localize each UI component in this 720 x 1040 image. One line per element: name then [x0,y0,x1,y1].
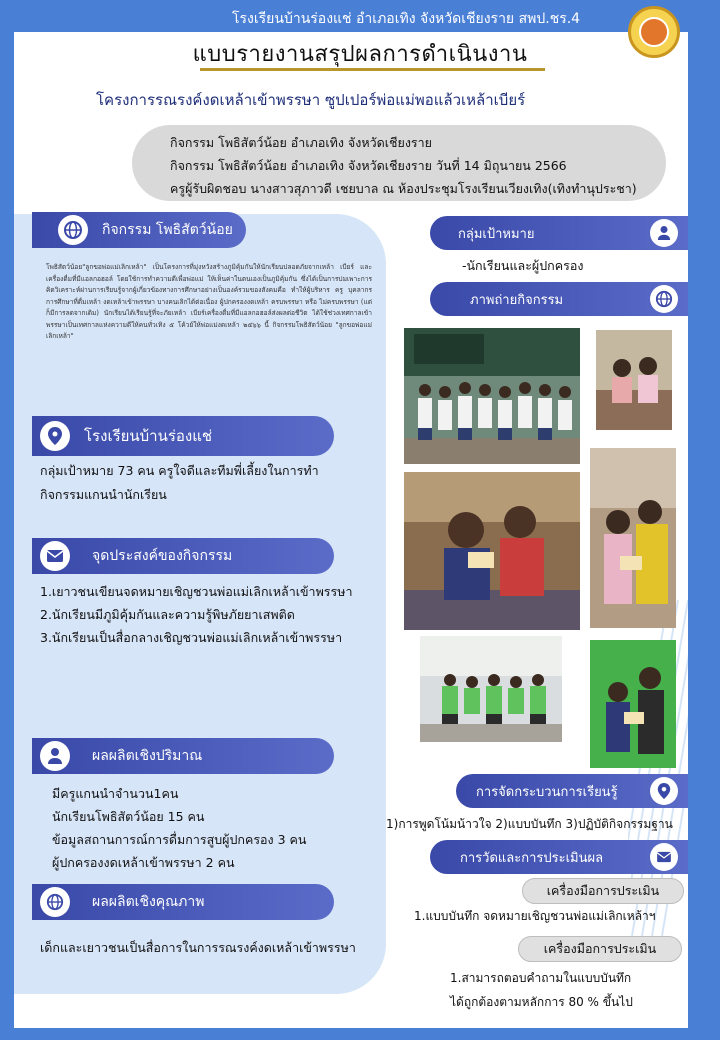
globe-icon [58,215,88,245]
eval-tool-2-label: เครื่องมือการประเมิน [518,936,682,962]
activity-description: โพธิสัตว์น้อย"ลูกขอพ่อแม่เลิกเหล้า" เป็นโครงการที่มุ่งหวังสร้างภูมิคุ้มกันให้นักเรียนปลอดภัยจากเหล้า เบียร์ และเครื่องดื่มที่มีแอลกอฮอล์ โดยใช้การทำความดีเพื่อพ่อแม่ ให้เห็นค่าในตนเองเป็นภูมิคุ้มกัน ซึ่งได้เป็นการบ่มเพาะการคิดวิเคราะห์ผ่านการเรียนรู้จากผู้เกี่ยวข้องทางการศึกษาอย่างเป็นองค์รวมของสังคมคือ ทำให้ผู้บริหาร ครู บุคลากรการศึกษาที่ดื่มเหล้า งดเหล้าเข้าพรรษา บางคนเลิกได้ต่อเนื่อง ผู้ปกครองงดเหล้า ครบพรรษา หรือ ไม่ครบพรรษา (แต่ก็มีการลดจากเดิม) นักเรียนได้เรียนรู้ที่จะภัยเหล้า เบียร์เครื่องดื่มที่มีแอลกอฮอล์ส่งผลต่อชีวิต ได้ใช้ช่วงเทศกาลเข้าพรรษาเป็นเทศกาลแห่งความดีให้คนทั่วเทิง ๕ โค้วย์ให้พ่อแม่งดเหล้า ๒๕๖๖ นี้ กิจกรรมโพธิสัตว์น้อย "ลูกขอพ่อแม่เลิกเหล้า" [46,263,372,340]
quantity-item-4: ผู้ปกครองงดเหล้าเข้าพรรษา 2 คน [52,855,235,870]
quantity-list [52,782,306,874]
school-line-2: กิจกรรมแกนนำนักเรียน [40,487,167,502]
mail-icon [40,541,70,571]
quantity-item-3: ข้อมูลสถานการณ์การดื่มการสูบผู้ปกครอง 3 คน [52,832,307,847]
photo-students-outdoor [420,636,562,742]
section-learning-header [456,774,688,808]
eval-tool-1-text: 1.แบบบันทึก จดหมายเชิญชวนพ่อแม่เลิกเหล้าฯ [414,909,656,923]
location-pin-icon [650,777,678,805]
mail-icon [650,843,678,871]
info-line-1: กิจกรรม โพธิสัตว์น้อย อำเภอเทิง จังหวัดเชียงราย [170,135,432,150]
section-photos-header [430,282,688,316]
section-photos-label: ภาพถ่ายกิจกรรม [470,292,564,308]
quantity-item-1: มีครูแกนนำจำนวน1คน [52,786,179,801]
bottom-border [0,1028,720,1040]
section-objectives-header [32,538,334,574]
eval-tool-2-text [450,966,633,1014]
photo-family-green [590,640,676,768]
eval-tool-1-label: เครื่องมือการประเมิน [522,878,684,904]
section-quality-label: ผลผลิตเชิงคุณภาพ [92,894,205,910]
section-target-header [430,216,688,250]
section-school-header [32,416,334,456]
quantity-item-2: นักเรียนโพธิสัตว์น้อย 15 คน [52,809,205,824]
objective-item-2: 2.นักเรียนมีภูมิคุ้มกันและความรู้พิษภัยยาเสพติด [40,607,295,622]
globe-icon [40,887,70,917]
learning-text: 1)การพูดโน้มน้าวใจ 2)แบบบันทึก 3)ปฏิบัติกิจกรรมฐาน [386,817,673,831]
right-border [688,0,720,1040]
globe-icon [650,285,678,313]
project-title: โครงการรณรงค์งดเหล้าเข้าพรรษา ซูปเปอร์พ่อแม่พอแล้วเหล้าเบียร์ [96,91,526,109]
school-line-1: กลุ่มเป้าหมาย 73 คน ครูใจดีและทีมพี่เลี้ยงในการทำ [40,463,319,478]
section-activity-header [32,212,246,248]
photo-mother-daughter [590,448,676,628]
eval-tool-2-line-1: 1.สามารถตอบคำถามในแบบบันทึก [450,971,632,985]
title-underline [200,68,545,71]
section-quantity-header [32,738,334,774]
quality-text: เด็กและเยาวชนเป็นสื่อการในการรณรงค์งดเหล้าเข้าพรรษา [40,940,356,955]
photo-family-home [596,330,672,430]
section-evaluation-label: การวัดและการประเมินผล [460,850,604,866]
info-line-3: ครูผู้รับผิดชอบ นางสาวสุภาวดี เชยบาล ณ ห้องประชุมโรงเรียนเวียงเทิง(เทิงทำนุประชา) [170,181,637,196]
section-school-label: โรงเรียนบ้านร่องแช่ [84,427,213,445]
photo-classroom-group [404,328,580,464]
section-learning-label: การจัดกระบวนการเรียนรู้ [476,784,618,800]
target-text: -นักเรียนและผู้ปกครอง [462,258,584,273]
person-badge-icon [650,219,678,247]
photo-parent-child [404,472,580,630]
objectives-list [40,580,353,649]
section-quality-header [32,884,334,920]
objective-item-1: 1.เยาวชนเขียนจดหมายเชิญชวนพ่อแม่เลิกเหล้าเข้าพรรษา [40,584,353,599]
eval-tool-2-line-2: ได้ถูกต้องตามหลักการ 80 % ขึ้นไป [450,995,633,1009]
section-evaluation-header [430,840,688,874]
section-activity-label: กิจกรรม โพธิสัตว์น้อย [102,222,233,238]
activity-info-box [132,125,666,201]
left-border [0,0,14,1040]
school-header: โรงเรียนบ้านร่องแช่ อำเภอเทิง จังหวัดเชียงราย สพป.ชร.4 [232,11,581,27]
page-title: แบบรายงานสรุปผลการดำเนินงาน [192,42,528,67]
location-pin-icon [40,421,70,451]
section-objectives-label: จุดประสงค์ของกิจกรรม [92,548,233,564]
person-badge-icon [40,741,70,771]
school-text [40,459,319,507]
section-quantity-label: ผลผลิตเชิงปริมาณ [92,748,203,764]
objective-item-3: 3.นักเรียนเป็นสื่อกลางเชิญชวนพ่อแม่เลิกเหล้าเข้าพรรษา [40,630,343,645]
info-line-2: กิจกรรม โพธิสัตว์น้อย อำเภอเทิง จังหวัดเชียงราย วันที่ 14 มิถุนายน 2566 [170,158,567,173]
section-target-label: กลุ่มเป้าหมาย [458,226,535,242]
